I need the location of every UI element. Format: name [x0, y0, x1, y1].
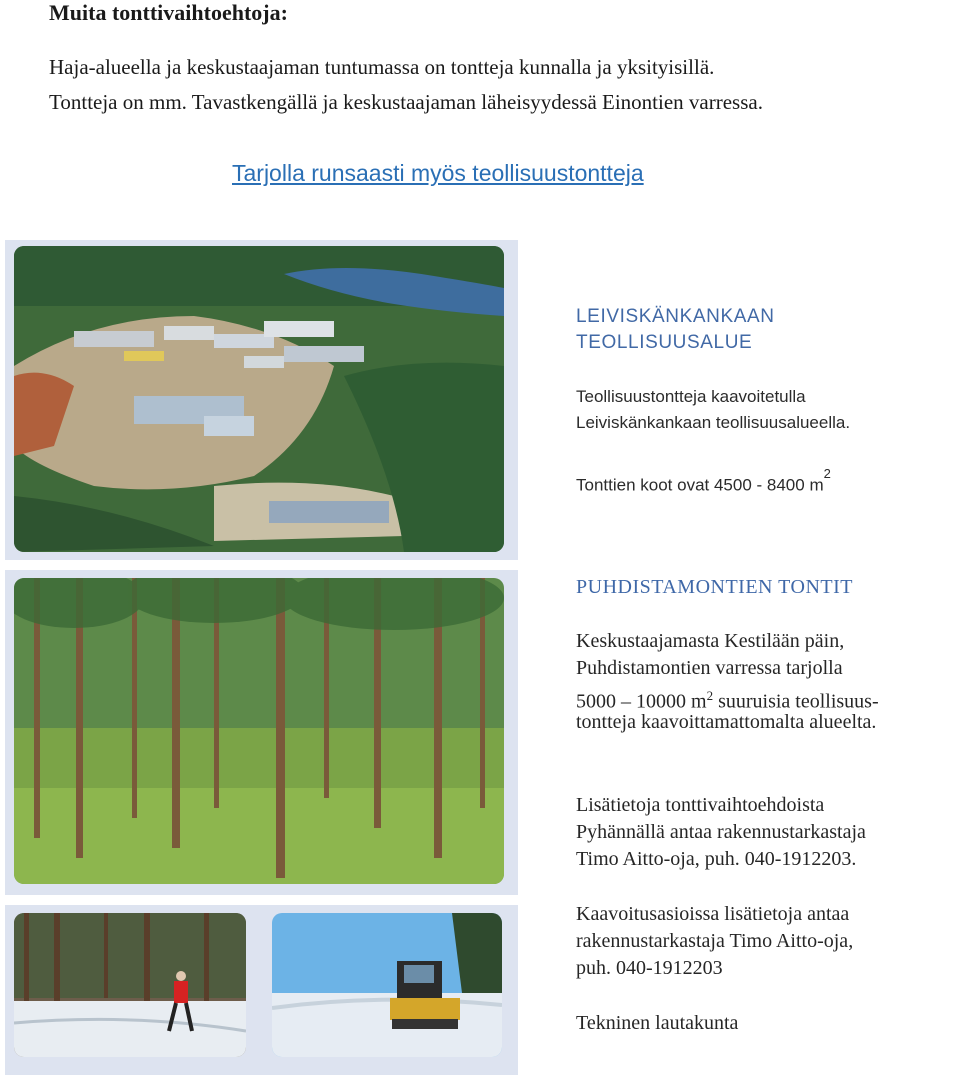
- info1-line-3: Timo Aitto-oja, puh. 040-1912203.: [576, 848, 857, 870]
- info2-line-2: rakennustarkastaja Timo Aitto-oja,: [576, 930, 854, 952]
- puhdistamo-line-4: tontteja kaavoittamattomalta alueelta.: [576, 711, 877, 733]
- info1-line-2: Pyhännällä antaa rakennustarkastaja: [576, 821, 866, 843]
- industrial-plot-size: Tonttien koot ovat 4500 - 8400 $m^2$: [576, 466, 831, 495]
- info1-line-1: Lisätietoja tonttivaihtoehdoista: [576, 794, 825, 816]
- industrial-title-line-1: LEIVISKÄNKANKAAN: [576, 306, 775, 327]
- industrial-title-line-2: TEOLLISUUSALUE: [576, 332, 753, 353]
- puhdistamo-line-1: Keskustaajamasta Kestilään päin,: [576, 630, 845, 652]
- intro-line-2: Tontteja on mm. Tavastkengällä ja keskustaajaman läheisyydessä Einontien varressa.: [49, 90, 763, 114]
- snow-groomer-photo: [272, 913, 502, 1057]
- info2-line-1: Kaavoitusasioissa lisätietoja antaa: [576, 903, 850, 925]
- aerial-industrial-area-photo: [14, 246, 504, 552]
- puhdistamo-title: PUHDISTAMONTIEN TONTIT: [576, 576, 853, 598]
- info2-line-3: puh. 040-1912203: [576, 957, 723, 979]
- puhdistamo-line-2: Puhdistamontien varressa tarjolla: [576, 657, 843, 679]
- puhdistamo-line-3: 5000 – 10000 $m^2$ suuruisia teollisuus-: [576, 688, 879, 713]
- industrial-desc-line-1: Teollisuustontteja kaavoitetulla: [576, 387, 806, 406]
- intro-line-1: Haja-alueella ja keskustaajaman tuntumassa on tontteja kunnalla ja yksityisillä.: [49, 55, 715, 79]
- footer-signature: Tekninen lautakunta: [576, 1012, 739, 1034]
- industrial-desc-line-2: Leiviskänkankaan teollisuusalueella.: [576, 413, 851, 432]
- industrial-plots-link[interactable]: Tarjolla runsaasti myös teollisuustontteja: [232, 160, 644, 186]
- pine-forest-photo: [14, 578, 504, 884]
- cross-country-skier-photo: [14, 913, 246, 1057]
- page-heading: Muita tonttivaihtoehtoja:: [49, 0, 288, 25]
